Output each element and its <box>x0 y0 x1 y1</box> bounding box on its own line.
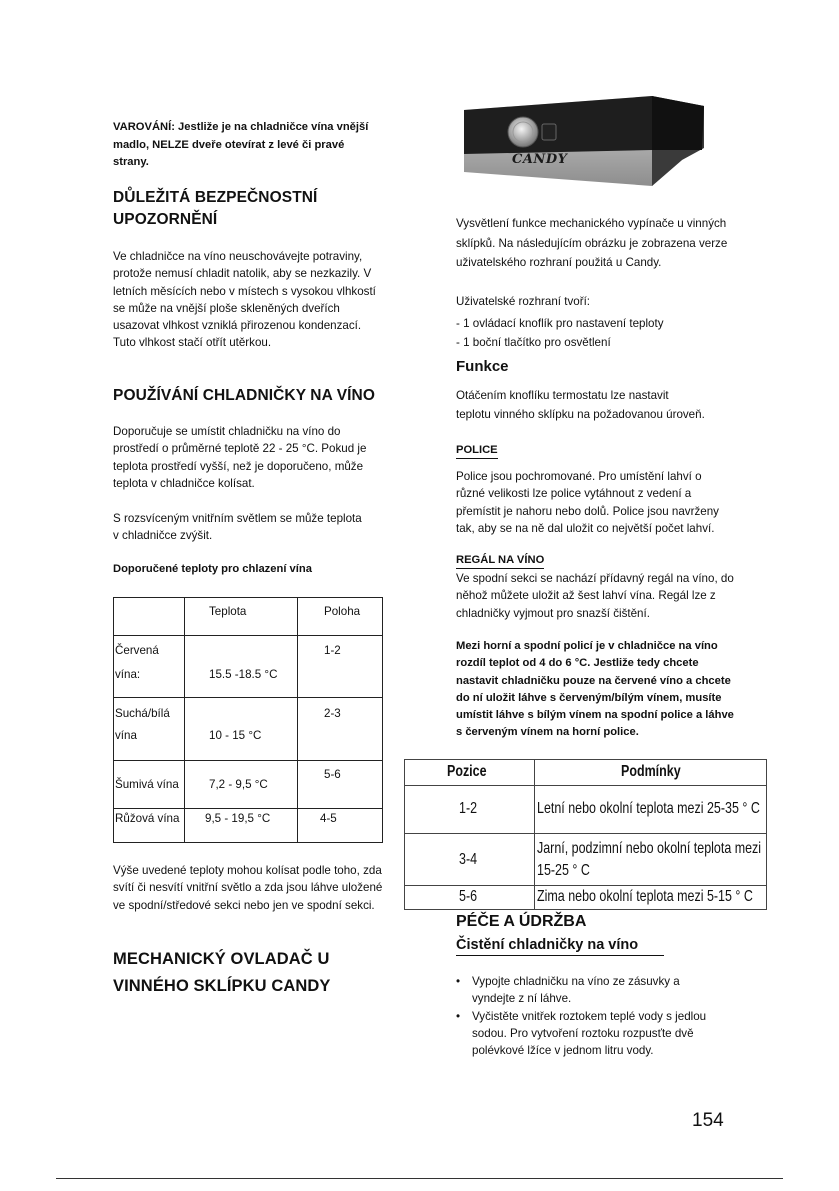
table-row: 5-6 Zima nebo okolní teplota mezi 5-15 ° C <box>405 886 767 910</box>
cleaning-list <box>456 973 721 1059</box>
conditions-table <box>404 759 767 910</box>
use-heading: POUŽÍVÁNÍ CHLADNIČKY NA VÍNO <box>113 387 376 404</box>
ui-item-1: - 1 ovládací knoflík pro nastavení teploty <box>456 317 664 330</box>
table-row: Šumivá vína 7,2 - 9,5 °C 5-6 <box>114 761 383 809</box>
use-text-1: Doporučuje se umístit chladničku na víno do prostředí o průměrné teplotě 22 - 25 °C. Pokud je teplota prostředí vyšší, než je doporučeno, může teplota v chladničce kolísat. <box>113 425 367 490</box>
table-header-pos: Poloha <box>298 598 383 636</box>
safety-heading-line1: DŮLEŽITÁ BEZPEČNOSTNÍ <box>113 189 318 206</box>
use-text-2: S rozsvíceným vnitřním světlem se může teplota v chladničce zvýšit. <box>113 512 362 543</box>
clean-heading: Čistění chladničky na víno <box>456 935 664 956</box>
table-row: 1-2 Letní nebo okolní teplota mezi 25-35 ° C <box>405 786 767 834</box>
mech-heading-line2: VINNÉHO SKLÍPKU CANDY <box>113 977 331 995</box>
ui-consists-text: Uživatelské rozhraní tvoří: <box>456 295 591 308</box>
table-row: 3-4 Jarní, podzimní nebo okolní teplota mezi 15-25 ° C <box>405 834 767 886</box>
mech-heading-line1: MECHANICKÝ OVLADAČ U <box>113 950 330 968</box>
temperature-note: Mezi horní a spodní policí je v chladničce na víno rozdíl teplot od 4 do 6 °C. Jestliže tedy chcete nastavit chladničku pouze na červené víno a chcete do ní uložit láhve s červeným/bílým vínem, musíte umístit láhve s bílým vínem na spodní police a láhve s červeným vínem na horní police. <box>456 640 734 739</box>
ui-item-2: - 1 boční tlačítko pro osvětlení <box>456 336 611 349</box>
cond-header-cond: Podmínky <box>535 760 767 786</box>
table-header-empty <box>114 598 185 636</box>
temperature-table <box>113 597 383 843</box>
after-table-text: Výše uvedené teploty mohou kolísat podle toho, zda svítí či nesvítí vnitřní světlo a zda jsou láhve uložené ve spodní/středové sekci nebo jen ve spodní sekci. <box>113 864 383 912</box>
table-row: Růžová vína 9,5 - 19,5 °C 4-5 <box>114 809 383 843</box>
candy-logo: CANDY <box>512 152 568 167</box>
list-item: • Vypojte chladničku na víno ze zásuvky a vyndejte z ní láhve. <box>456 973 721 1008</box>
funkce-heading: Funkce <box>456 358 509 375</box>
funkce-text: Otáčením knoflíku termostatu lze nastavit teplotu vinného sklípku na požadovanou úroveň. <box>456 389 705 421</box>
regal-heading: REGÁL NA VÍNO <box>456 553 544 569</box>
table-row: Červená vína: 15.5 -18.5 °C 1-2 <box>114 636 383 698</box>
control-panel-image <box>460 88 720 190</box>
intro-text: Vysvětlení funkce mechanického vypínače u vinných sklípků. Na následujícím obrázku je zobrazena verze uživatelského rozhraní použitá u Candy. <box>456 217 728 269</box>
care-heading: PÉČE A ÚDRŽBA <box>456 913 587 930</box>
police-text: Police jsou pochromované. Pro umístění lahví o různé velikosti lze police vytáhnout z vedení a přemístit je nahoru nebo dolů. Police jsou navrženy tak, aby se na ně dal uložit co největší počet lahví. <box>456 470 719 535</box>
page-number: 154 <box>692 1110 724 1131</box>
safety-heading-line2: UPOZORNĚNÍ <box>113 211 218 228</box>
table-title: Doporučené teploty pro chlazení vína <box>113 563 312 575</box>
warning-text: VAROVÁNÍ: Jestliže je na chladničce vína vnější madlo, NELZE dveře otevírat z levé či pravé strany. <box>113 121 369 168</box>
safety-text: Ve chladničce na víno neuschovávejte potraviny, protože nemusí chladit natolik, aby se nezkazily. V letních měsících nebo v místech s vysokou vlhkostí se může na vnější ploše skleněných dveřích usazovat vlhkost vzniklá přirozenou kondenzací. Tuto vlhkost stačí otřít utěrkou. <box>113 250 376 350</box>
table-header-temp: Teplota <box>185 598 298 636</box>
list-item: • Vyčistěte vnitřek roztokem teplé vody s jedlou sodou. Pro vytvoření roztoku rozpusťte dvě polévkové lžíce v jednom litru vody. <box>456 1008 721 1060</box>
cond-header-pos: Pozice <box>405 760 535 786</box>
footer-divider <box>56 1178 783 1179</box>
table-row: Suchá/bílá vína 10 - 15 °C 2-3 <box>114 698 383 761</box>
police-heading: POLICE <box>456 443 498 459</box>
regal-text: Ve spodní sekci se nachází přídavný regál na víno, do něhož můžete uložit až šest lahví vína. Regál lze z chladničky vyjmout pro snazší čištění. <box>456 572 734 620</box>
